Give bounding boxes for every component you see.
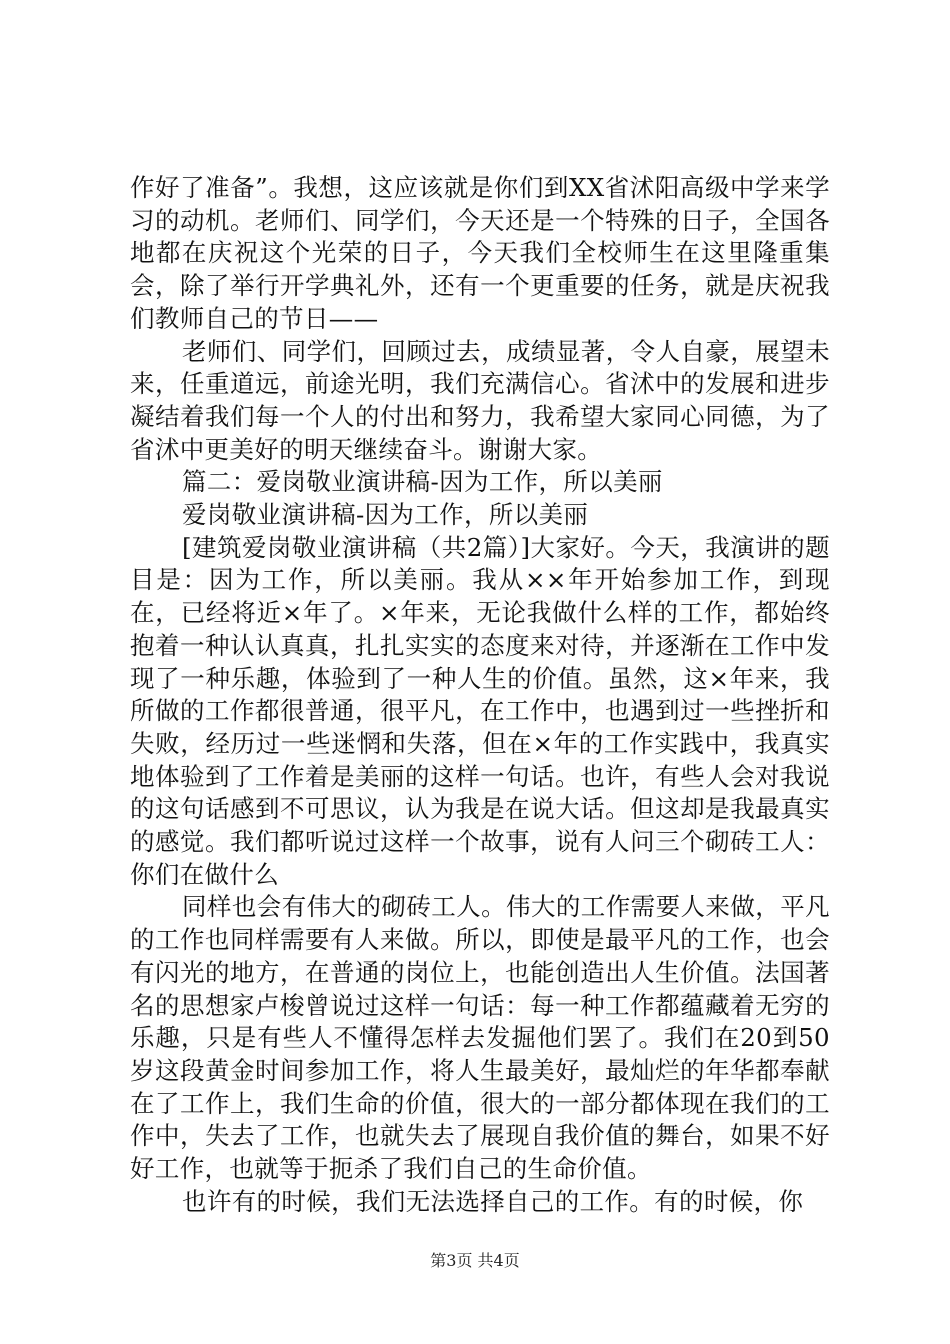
paragraph-continuation: 作好了准备”。我想，这应该就是你们到XX省沭阳高级中学来学习的动机。老师们、同学们，今天还是一个特殊的日子，全国各地都在庆祝这个光荣的日子，今天我们全校师生在这里隆重集会，除了举行开学典礼外，还有一个更重要的任务，就是庆祝我们教师自己的节日—— (130, 173, 830, 333)
document-body (130, 172, 830, 1219)
speech-title: 爱岗敬业演讲稿-因为工作，所以美丽 (182, 500, 589, 530)
paragraph-speech-intro: [建筑爱岗敬业演讲稿（共2篇）]大家好。今天，我演讲的题目是：因为工作，所以美丽。我从××年开始参加工作，到现在，已经将近×年了。×年来，无论我做什么样的工作，都始终抱着一种认认真真，扎扎实实的态度来对待，并逐渐在工作中发现了一种乐趣，体验到了一种人生的价值。虽然，这×年来，我所做的工作都很普通，很平凡，在工作中，也遇到过一些挫折和失败，经历过一些迷惘和失落，但在×年的工作实践中，我真实地体验到了工作着是美丽的这样一句话。也许，有些人会对我说的这句话感到不可思议，认为我是在说大话。但这却是我最真实的感觉。我们都听说过这样一个故事，说有人问三个砌砖工人：你们在做什么 (130, 532, 830, 889)
section-heading: 篇二：爱岗敬业演讲稿-因为工作，所以美丽 (182, 467, 663, 497)
page-footer: 第3页 共4页 (430, 1251, 520, 1270)
paragraph-speech-body: 同样也会有伟大的砌砖工人。伟大的工作需要人来做，平凡的工作也同样需要有人来做。所以，即使是最平凡的工作，也会有闪光的地方，在普通的岗位上，也能创造出人生价值。法国著名的思想家卢梭曾说过这样一句话：每一种工作都蕴藏着无穷的乐趣，只是有些人不懂得怎样去发掘他们罢了。我们在20到50岁这段黄金时间参加工作，将人生最美好，最灿烂的年华都奉献在了工作上，我们生命的价值，很大的一部分都体现在我们的工作中，失去了工作，也就失去了展现自我价值的舞台，如果不好好工作，也就等于扼杀了我们自己的生命价值。 (130, 892, 830, 1184)
paragraph-closing-remarks: 老师们、同学们，回顾过去，成绩显著，令人自豪，展望未来，任重道远，前途光明，我们充满信心。省沭中的发展和进步凝结着我们每一个人的付出和努力，我希望大家同心同德，为了省沭中更美好的明天继续奋斗。谢谢大家。 (130, 336, 830, 464)
paragraph-speech-tail: 也许有的时候，我们无法选择自己的工作。有的时候，你 (182, 1186, 804, 1216)
